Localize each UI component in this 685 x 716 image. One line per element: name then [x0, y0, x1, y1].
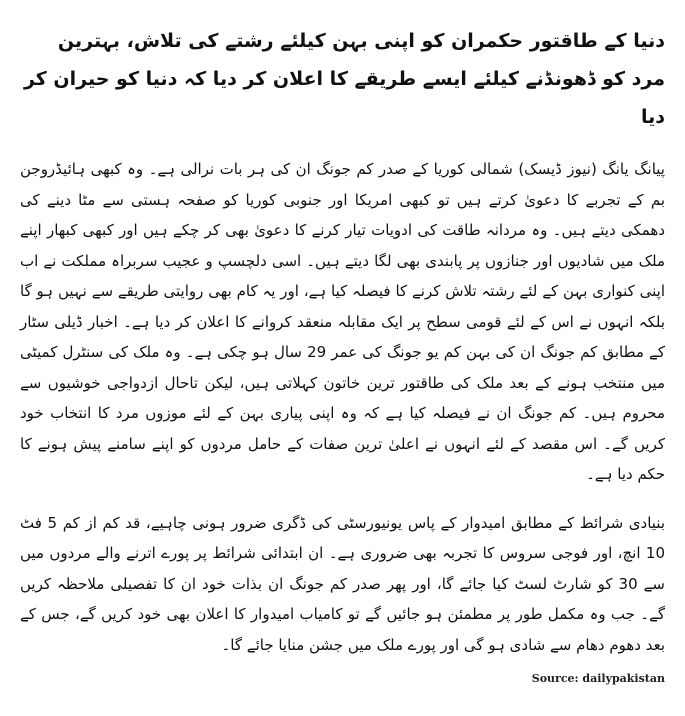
source-credit: Source: dailypakistan [531, 672, 665, 685]
article-headline: دنیا کے طاقتور حکمران کو اپنی بہن کیلئے رشتے کی تلاش، بہترین مرد کو ڈھونڈنے کیلئے ایسے طریقے کا اعلان کر دیا کہ دنیا کو حیران کر دیا [23, 30, 665, 128]
article-paragraph-1: پیانگ یانگ (نیوز ڈیسک) شمالی کوریا کے صدر کم جونگ ان کی ہر بات نرالی ہے۔ وہ کبھی ہائیڈروجن بم کے تجربے کا دعویٰ کرتے ہیں تو کبھی امریکا اور جنوبی کوریا کو صفحہ ہستی سے مٹا دینے کی دھمکی دیتے ہیں۔ وہ مردانہ طاقت کی ادویات تیار کرنے کا دعویٰ بھی کر چکے ہیں اور کبھی کبھار اپنے ملک میں شادیوں اور جنازوں پر پابندی بھی لگا دیتے ہیں۔ اسی دلچسپ و عجیب سربراہ مملکت نے اب اپنی کنواری بہن کے لئے رشتہ تلاش کرنے کا فیصلہ کیا ہے، اور یہ کام بھی روایتی طریقے سے نہیں ہو گا بلکہ انہوں نے اس کے لئے قومی سطح پر ایک مقابلہ منعقد کروانے کا اعلان کر دیا ہے۔ اخبار ڈیلی سٹار کے مطابق کم جونگ ان کی بہن کم یو جونگ کی عمر 29 سال ہو چکی ہے۔ وہ ملک کی سنٹرل کمیٹی میں منتخب ہونے کے بعد ملک کی طاقتور ترین خاتون کہلاتی ہیں، لیکن تاحال ازدواجی خوشیوں سے محروم ہیں۔ کم جونگ ان نے فیصلہ کیا ہے کہ وہ اپنی پیاری بہن کے لئے موزوں مرد کا انتخاب خود کریں گے۔ اس مقصد کے لئے انہوں نے اعلیٰ ترین صفات کے حامل مردوں کو اپنے سامنے پیش ہونے کا حکم دیا ہے۔ [20, 160, 665, 483]
article-paragraph-2: بنیادی شرائط کے مطابق امیدوار کے پاس یونیورسٹی کی ڈگری ضرور ہونی چاہیے، قد کم از کم 5 فٹ 10 انچ، اور فوجی سروس کا تجربہ بھی ضروری ہے۔ ان ابتدائی شرائط پر پورے اترنے والے مردوں میں سے 30 کو شارٹ لسٹ کیا جائے گا، اور پھر صدر کم جونگ ان بذات خود ان کا تفصیلی ملاحظہ کریں گے۔ جب وہ مکمل طور پر مطمئن ہو جائیں گے تو کامیاب امیدوار کا اعلان بھی خود کریں گے، جس کے بعد دھوم دھام سے شادی ہو گی اور پورے ملک میں جشن منایا جائے گا۔ [20, 513, 665, 654]
